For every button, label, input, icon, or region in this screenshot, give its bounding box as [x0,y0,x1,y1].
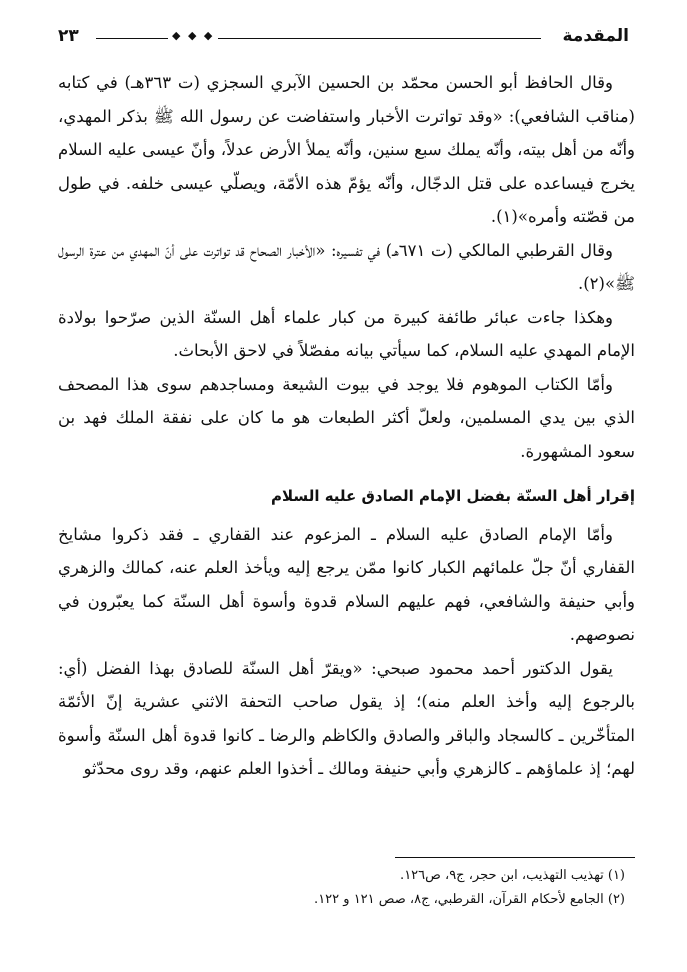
running-header [58,22,629,52]
footnote: (٢) الجامع لأحكام القرآن، القرطبي، ج٨، صص ١٢١ و ١٢٢. [314,892,625,907]
paragraph: وأمّا الإمام الصادق عليه السلام ـ المزعوم عند القفاري ـ فقد ذكروا مشايخ القفاري أنّ جلّ علمائهم الكبار كانوا ممّن يرجع إليه ويأخذ العلم عنه، كمالك والزهري وأبي حنيفة والشافعي، فهم عليهم السلام قدوة وأسوة أهل السنّة كما يعبّرون في نصوصهم. [58,524,635,644]
body-text [58,66,635,786]
header-ornament: ◆ ◆ ◆ [168,29,218,42]
page-number: ٢٣ [58,26,79,46]
footnotes [58,864,635,912]
paragraph: وقال القرطبي المالكي (ت ٦٧١هـ) في تفسيره: «الأخبار الصحاح قد تواترت على أنّ المهدي من عترة الرسول ﷺ»(٢). [58,240,635,293]
header-rule [96,38,541,39]
section-heading: إقرار أهل السنّة بفضل الإمام الصادق عليه السلام [271,487,635,505]
paragraph: وهكذا جاءت عبائر طائفة كبيرة من كبار علماء أهل السنّة الذين صرّحوا بولادة الإمام المهدي عليه السلام، كما سيأتي بيانه مفصّلاً في لاحق الأبحاث. [58,307,635,360]
footnote: (١) تهذيب التهذيب، ابن حجر، ج٩، ص١٢٦. [400,868,625,883]
paragraph: يقول الدكتور أحمد محمود صبحي: «ويقرّ أهل السنّة للصادق بهذا الفضل (أي: بالرجوع إليه وأخذ العلم منه)؛ إذ يقول صاحب التحفة الاثني عشرية إنّ الأئمّة المتأخّرين ـ كالسجاد والباقر والصادق والكاظم والرضا ـ كانوا قدوة أهل السنّة وأسوة لهم؛ إذ علماؤهم ـ كالزهري وأبي حنيفة ومالك ـ أخذوا العلم عنهم، وقد روى محدّثو [58,658,635,778]
chapter-title: المقدمة [562,26,629,46]
paragraph: وقال الحافظ أبو الحسن محمّد بن الحسين الآبري السجزي (ت ٣٦٣هـ) في كتابه (مناقب الشافعي): «وقد تواترت الأخبار واستفاضت عن رسول الله ﷺ بذكر المهدي، وأنّه من أهل بيته، وأنّه يملك سبع سنين، وأنّه يملأ الأرض عدلاً، وأنّ عيسى عليه السلام يخرج فيساعده على قتل الدجّال، وأنّه يؤمّ هذه الأمّة، ويصلّي عيسى خلفه. في طول من قصّته وأمره»(١). [58,73,635,226]
paragraph: وأمّا الكتاب الموهوم فلا يوجد في بيوت الشيعة ومساجدهم سوى هذا المصحف الذي بين يدي المسلمين، ولعلّ أكثر الطبعات هو ما كان على نفقة الملك فهد بن سعود المشهورة. [58,374,635,461]
footnote-divider [395,857,635,858]
